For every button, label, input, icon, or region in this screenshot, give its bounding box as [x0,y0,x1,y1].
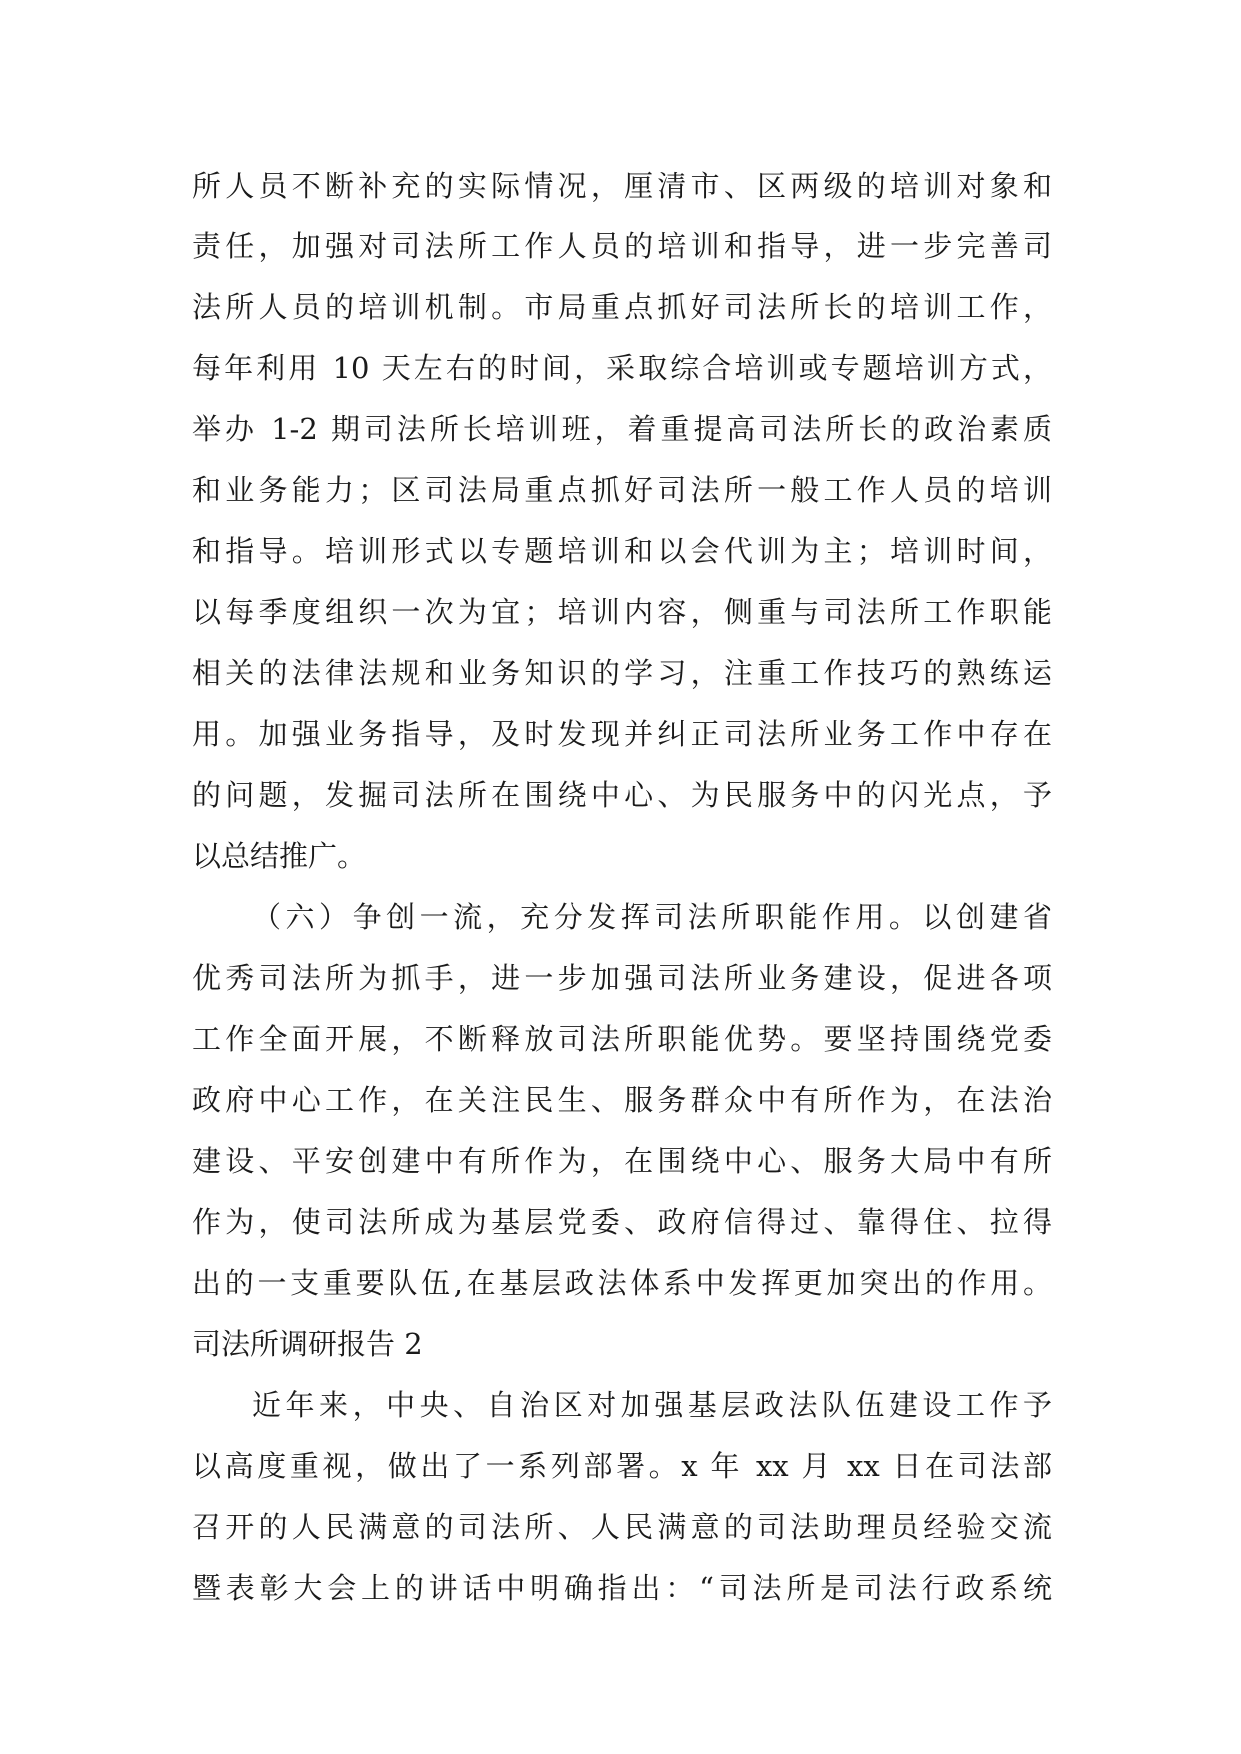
text-line: 建设、平安创建中有所作为，在围绕中心、服务大局中有所 [192,1144,1052,1178]
text-line: 出的一支重要队伍,在基层政法体系中发挥更加突出的作用。 [192,1266,1052,1300]
text-line: 政府中心工作，在关注民生、服务群众中有所作为，在法治 [192,1083,1052,1117]
text-line: 以每季度组织一次为宜；培训内容，侧重与司法所工作职能 [192,595,1052,629]
text-line: 作为，使司法所成为基层党委、政府信得过、靠得住、拉得 [192,1205,1052,1239]
text-line: 法所人员的培训机制。市局重点抓好司法所长的培训工作， [192,290,1052,324]
text-line: 的问题，发掘司法所在围绕中心、为民服务中的闪光点，予 [192,778,1052,812]
text-line: 暨表彰大会上的讲话中明确指出：“司法所是司法行政系统 [192,1571,1052,1605]
section-heading-line: （六）争创一流，充分发挥司法所职能作用。以创建省 [252,900,1052,934]
text-line: 所人员不断补充的实际情况，厘清市、区两级的培训对象和 [192,169,1052,203]
text-line: 优秀司法所为抓手，进一步加强司法所业务建设，促进各项 [192,961,1052,995]
text-line: 以高度重视，做出了一系列部署。x 年 xx 月 xx 日在司法部 [192,1449,1052,1483]
text-line: 用。加强业务指导，及时发现并纠正司法所业务工作中存在 [192,717,1052,751]
text-line: 相关的法律法规和业务知识的学习，注重工作技巧的熟练运 [192,656,1052,690]
text-line: 责任，加强对司法所工作人员的培训和指导，进一步完善司 [192,229,1052,263]
text-line: 和业务能力；区司法局重点抓好司法所一般工作人员的培训 [192,473,1052,507]
text-line: 每年利用 10 天左右的时间，采取综合培训或专题培训方式， [192,351,1052,385]
text-line: 以总结推广。 [192,839,367,873]
text-line: 举办 1-2 期司法所长培训班，着重提高司法所长的政治素质 [192,412,1052,446]
paragraph-first-line: 近年来，中央、自治区对加强基层政法队伍建设工作予 [252,1388,1052,1422]
text-line: 工作全面开展，不断释放司法所职能优势。要坚持围绕党委 [192,1022,1052,1056]
report-title: 司法所调研报告 2 [192,1327,423,1361]
text-line: 召开的人民满意的司法所、人民满意的司法助理员经验交流 [192,1510,1052,1544]
text-line: 和指导。培训形式以专题培训和以会代训为主；培训时间， [192,534,1052,568]
